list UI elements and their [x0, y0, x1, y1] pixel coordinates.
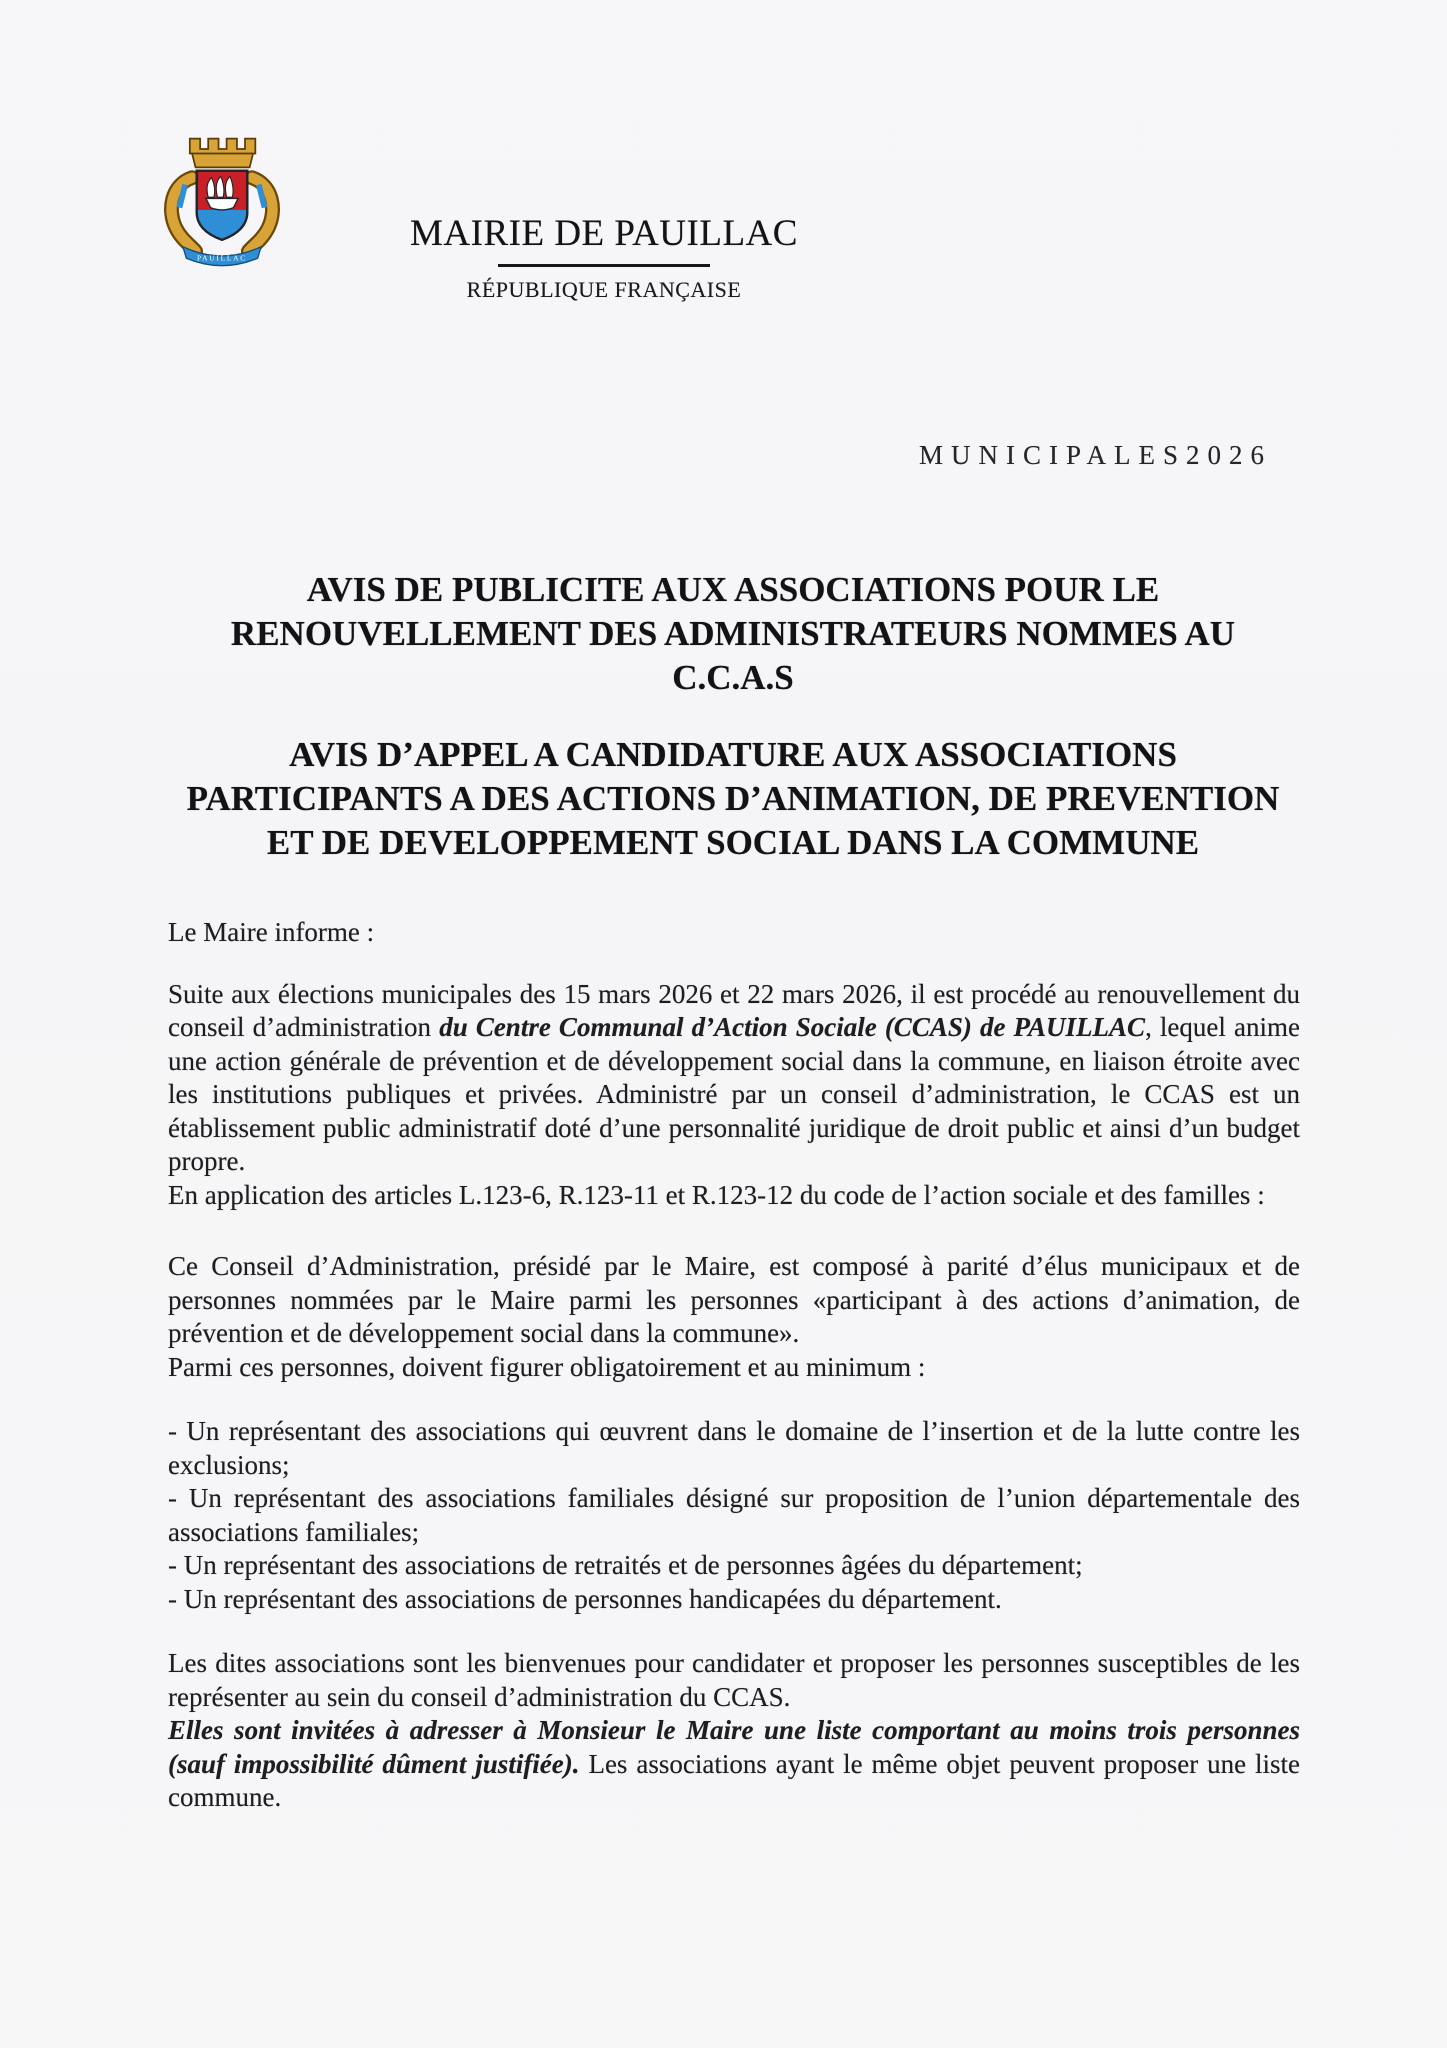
- paragraph-text: Les dites associations sont les bienvenues pour candidater et proposer les personnes susceptibles de les représenter au sein du conseil d’administration du CCAS.: [168, 1648, 1300, 1712]
- notice-body: [168, 916, 1300, 1815]
- text-run: Suite aux élections municipales des 15 mars 2026 et 22 mars 2026, il est procédé au renouvellement du conseil d’administration: [168, 978, 1300, 1042]
- representants-list: [168, 1415, 1300, 1616]
- paragraph-articles: En application des articles L.123-6, R.123-11 et R.123-12 du code de l’action sociale et des familles :: [168, 1179, 1265, 1210]
- title-line: PARTICIPANTS A DES ACTIONS D’ANIMATION, DE PREVENTION: [186, 779, 1280, 818]
- header-divider: [498, 264, 710, 267]
- list-item: - Un représentant des associations de personnes handicapées du département.: [168, 1583, 1002, 1614]
- title-line: AVIS D’APPEL A CANDIDATURE AUX ASSOCIATIONS: [289, 735, 1177, 774]
- intro-line: Le Maire informe :: [168, 917, 375, 947]
- notice-title-publicite: [168, 568, 1298, 700]
- org-name: MAIRIE DE PAUILLAC: [410, 213, 798, 254]
- paragraph-text: [168, 1714, 1300, 1815]
- paragraph-conseil: [168, 1250, 1300, 1384]
- republique-subtitle: RÉPUBLIQUE FRANÇAISE: [466, 277, 742, 302]
- coat-of-arms-banner-label: PAUILLAC: [196, 253, 248, 263]
- paragraph-parmi: Parmi ces personnes, doivent figurer obligatoirement et au minimum :: [168, 1351, 926, 1382]
- paragraph-text: [168, 978, 1300, 1179]
- municipales-2026-label: MUNICIPALES2026: [918, 440, 1272, 470]
- emphasis-run-liste: Elles sont invitées à adresser à Monsieur le Maire une liste comportant au moins trois personnes (sauf impossibilité dûment justifiée).: [168, 1715, 1300, 1779]
- title-line: C.C.A.S: [672, 658, 794, 697]
- notice-title-appel-candidature: [168, 733, 1298, 865]
- text-run: , lequel anime une action générale de prévention et de développement social dans la commune, en liaison étroite avec les institutions publiques et privées. Administré par un conseil d’administration, le CCAS est un établissement public administratif doté d’une personnalité juridique de droit public et ainsi d’un budget propre.: [168, 1012, 1300, 1176]
- title-line: RENOUVELLEMENT DES ADMINISTRATEURS NOMMES AU: [230, 614, 1236, 653]
- paragraph-candidature: [168, 1647, 1300, 1815]
- text-run: Les associations ayant le même objet peuvent proposer une liste commune.: [168, 1748, 1301, 1812]
- paragraph-text: Ce Conseil d’Administration, présidé par le Maire, est composé à parité d’élus municipaux et de personnes nommées par le Maire parmi les personnes «participant à des actions d’animation, de prévention et de développement social dans la commune».: [168, 1251, 1300, 1348]
- title-line: AVIS DE PUBLICITE AUX ASSOCIATIONS POUR LE: [306, 570, 1160, 609]
- list-item: - Un représentant des associations de retraités et de personnes âgées du département;: [168, 1550, 1083, 1580]
- emphasis-run-ccas: du Centre Communal d’Action Sociale (CCAS) de PAUILLAC: [439, 1012, 1146, 1042]
- list-item: - Un représentant des associations familiales désigné sur proposition de l’union départementale des associations familiales;: [168, 1483, 1300, 1547]
- list-item: - Un représentant des associations qui œuvrent dans le domaine de l’insertion et de la lutte contre les exclusions;: [168, 1416, 1300, 1480]
- paragraph-renouvellement: [168, 978, 1300, 1213]
- letterhead: [304, 212, 904, 303]
- title-line: ET DE DEVELOPPEMENT SOCIAL DANS LA COMMUNE: [266, 823, 1200, 862]
- pauillac-coat-of-arms-icon: [153, 127, 291, 279]
